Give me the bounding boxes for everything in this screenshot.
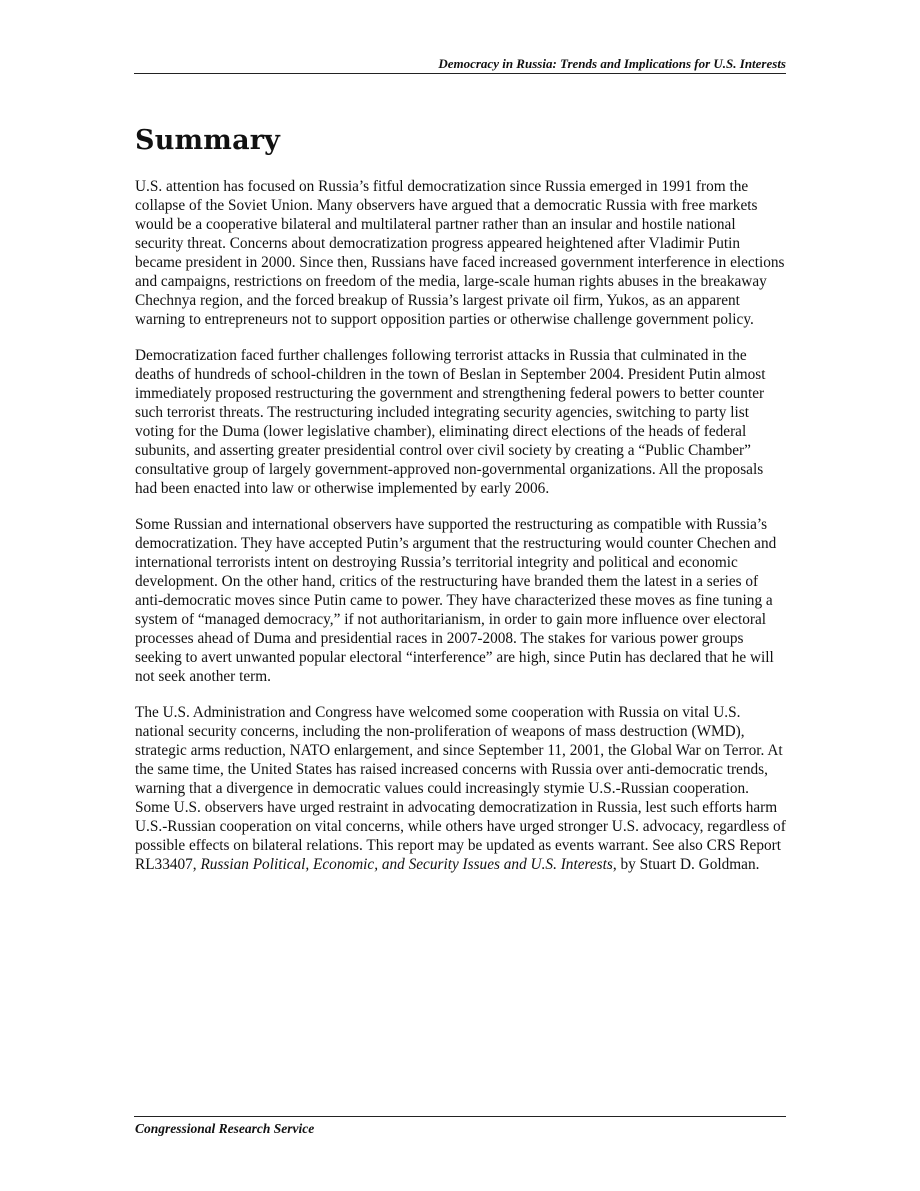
- paragraph-1: U.S. attention has focused on Russia’s fitful democratization since Russia emerged in 1991 from the collapse of the Soviet Union. Many observers have argued that a democratic Russia with free markets would be a cooperative bilateral and multilateral partner rather than an insular and hostile national security threat. Concerns about democratization progress appeared heightened after Vladimir Putin became president in 2000. Since then, Russians have faced increased government interference in elections and campaigns, restrictions on freedom of the media, large-scale human rights abuses in the breakaway Chechnya region, and the forced breakup of Russia’s largest private oil firm, Yukos, as an apparent warning to entrepreneurs not to support opposition parties or otherwise challenge government policy.: [135, 178, 785, 328]
- summary-body: [135, 177, 787, 891]
- paragraph-4: [135, 703, 787, 874]
- paragraph-4-text: The U.S. Administration and Congress have welcomed some cooperation with Russia on vital U.S. national security concerns, including the non-proliferation of weapons of mass destruction (WMD), strategic arms reduction, NATO enlargement, and since September 11, 2001, the Global War on Terror. At the same time, the United States has raised increased concerns with Russia over anti-democratic trends, warning that a divergence in democratic values could increasingly stymie U.S.-Russian cooperation. Some U.S. observers have urged restraint in advocating democratization in Russia, lest such efforts harm U.S.-Russian cooperation on vital concerns, while others have urged stronger U.S. advocacy, regardless of possible effects on bilateral relations. This report may be updated as events warrant. See also CRS Report RL33407,: [135, 704, 786, 873]
- running-footer: Congressional Research Service: [135, 1121, 315, 1136]
- header-divider: [134, 73, 786, 74]
- footer-divider: [134, 1116, 786, 1117]
- paragraph-2: Democratization faced further challenges following terrorist attacks in Russia that culminated in the deaths of hundreds of school-children in the town of Beslan in September 2004. President Putin almost immediately proposed restructuring the government and strengthening federal powers to better counter such terrorist threats. The restructuring included integrating security agencies, switching to party list voting for the Duma (lower legislative chamber), eliminating direct elections of the heads of federal subunits, and asserting greater presidential control over civil society by creating a “Public Chamber” consultative group of largely government-approved non-governmental organizations. All the proposals had been enacted into law or otherwise implemented by early 2006.: [135, 347, 766, 497]
- running-header: Democracy in Russia: Trends and Implications for U.S. Interests: [438, 56, 786, 71]
- page-title: Summary: [135, 125, 281, 156]
- paragraph-3: Some Russian and international observers have supported the restructuring as compatible with Russia’s democratization. They have accepted Putin’s argument that the restructuring would counter Chechen and international terrorists intent on destroying Russia’s territorial integrity and political and economic development. On the other hand, critics of the restructuring have branded them the latest in a series of anti-democratic moves since Putin came to power. They have characterized these moves as fine tuning a system of “managed democracy,” if not authoritarianism, in order to gain more influence over electoral processes ahead of Duma and presidential races in 2007-2008. The stakes for various power groups seeking to avert unwanted popular electoral “interference” are high, since Putin has declared that he will not seek another term.: [135, 516, 777, 685]
- cited-report-title: Russian Political, Economic, and Security Issues and U.S. Interests: [200, 856, 613, 873]
- paragraph-4-suffix: , by Stuart D. Goldman.: [612, 856, 760, 873]
